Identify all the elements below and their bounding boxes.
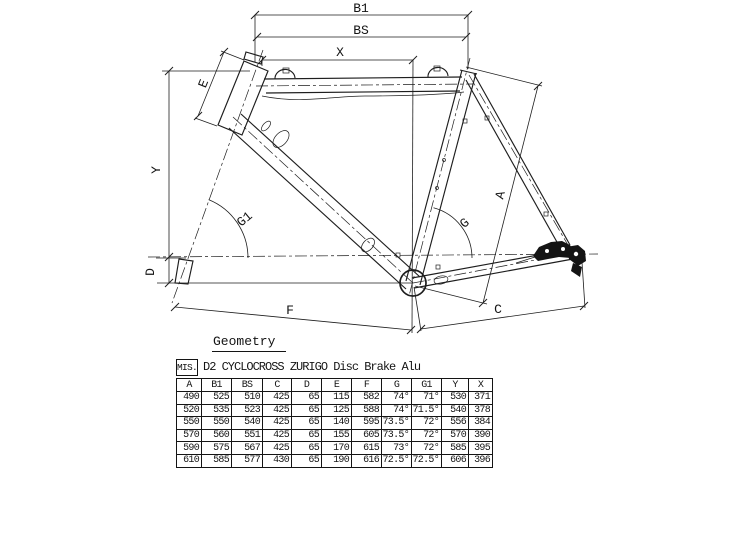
- geometry-value-cell: 582: [352, 392, 382, 405]
- dim-label-g1: G1: [233, 208, 256, 231]
- cable-port: [270, 128, 292, 151]
- cable-guide: [428, 67, 448, 77]
- dim-label-bs: BS: [353, 23, 369, 38]
- geometry-value-cell: 510: [232, 392, 263, 405]
- geometry-value-cell: 425: [263, 417, 292, 430]
- geometry-value-cell: 605: [352, 429, 382, 442]
- geometry-value-cell: 65: [292, 417, 322, 430]
- geometry-value-cell: 610: [177, 454, 202, 467]
- seat-tube-axis: [409, 58, 470, 296]
- geometry-value-cell: 395: [469, 442, 493, 455]
- dim-label-g: G: [456, 215, 473, 232]
- seat-stay: [474, 74, 570, 245]
- geometry-value-cell: 425: [263, 392, 292, 405]
- geometry-value-cell: 170: [322, 442, 352, 455]
- geometry-table: [176, 378, 493, 468]
- geometry-value-cell: 72°: [412, 417, 442, 430]
- column-header-g1: G1: [412, 379, 442, 392]
- geometry-value-cell: 595: [352, 417, 382, 430]
- size-row: [177, 404, 493, 417]
- geometry-value-cell: 550: [177, 417, 202, 430]
- geometry-value-cell: 65: [292, 454, 322, 467]
- frame-outline: [175, 52, 573, 296]
- column-header-e: E: [322, 379, 352, 392]
- seat-angle-arc: [434, 208, 473, 258]
- size-row: [177, 417, 493, 430]
- column-header-x: X: [469, 379, 493, 392]
- geometry-value-cell: 396: [469, 454, 493, 467]
- rack-mount: [544, 212, 548, 216]
- down-tube: [241, 114, 420, 277]
- geometry-value-cell: 72.5°: [412, 454, 442, 467]
- dimension-lines: [143, 1, 588, 334]
- geometry-value-cell: 570: [442, 429, 469, 442]
- geometry-value-cell: 71.5°: [412, 404, 442, 417]
- fork-dropout: [175, 259, 193, 284]
- column-header-a: A: [177, 379, 202, 392]
- dim-label-d: D: [143, 268, 158, 276]
- seat-stay-axis: [469, 75, 572, 252]
- dim-label-c: C: [494, 302, 502, 317]
- column-header-y: Y: [442, 379, 469, 392]
- geometry-value-cell: 65: [292, 442, 322, 455]
- column-header-f: F: [352, 379, 382, 392]
- geometry-value-cell: 155: [322, 429, 352, 442]
- cable-guide: [275, 69, 295, 79]
- bottle-boss: [359, 236, 377, 255]
- derailleur-hanger: [571, 263, 582, 277]
- geometry-value-cell: 615: [352, 442, 382, 455]
- dim-label-x: X: [336, 45, 344, 60]
- disc-brake-assembly: [516, 241, 586, 277]
- geometry-value-cell: 65: [292, 392, 322, 405]
- caliper-bolt: [561, 247, 565, 251]
- table-title: D2 CYCLOCROSS ZURIGO Disc Brake Alu: [203, 360, 421, 374]
- size-row: [177, 429, 493, 442]
- geometry-value-cell: 490: [177, 392, 202, 405]
- geometry-value-cell: 425: [263, 429, 292, 442]
- geometry-value-cell: 384: [469, 417, 493, 430]
- size-row: [177, 392, 493, 405]
- geometry-value-cell: 140: [322, 417, 352, 430]
- geometry-value-cell: 567: [232, 442, 263, 455]
- geometry-value-cell: 535: [202, 404, 232, 417]
- geometry-value-cell: 115: [322, 392, 352, 405]
- dim-label-b1: B1: [353, 1, 369, 16]
- size-row: [177, 454, 493, 467]
- geometry-value-cell: 371: [469, 392, 493, 405]
- geometry-value-cell: 73.5°: [382, 429, 412, 442]
- geometry-value-cell: 190: [322, 454, 352, 467]
- caliper-bolt: [545, 249, 549, 253]
- table-corner-label: MIS.: [176, 359, 198, 376]
- steering-axis: [172, 50, 263, 303]
- top-tube: [266, 91, 460, 93]
- column-header-b1: B1: [202, 379, 232, 392]
- dim-label-f: F: [286, 303, 294, 318]
- cable-stop: [436, 265, 440, 269]
- axle-hole: [574, 252, 578, 256]
- geometry-section-label: Geometry: [212, 334, 286, 352]
- geometry-value-cell: 575: [202, 442, 232, 455]
- geometry-value-cell: 560: [202, 429, 232, 442]
- geometry-value-cell: 530: [442, 392, 469, 405]
- geometry-value-cell: 74°: [382, 392, 412, 405]
- geometry-value-cell: 520: [177, 404, 202, 417]
- geometry-value-cell: 616: [352, 454, 382, 467]
- geometry-value-cell: 73°: [382, 442, 412, 455]
- top-tube-axis: [256, 84, 473, 86]
- geometry-value-cell: 425: [263, 442, 292, 455]
- geometry-value-cell: 525: [202, 392, 232, 405]
- geometry-value-cell: 73.5°: [382, 417, 412, 430]
- geometry-value-cell: 378: [469, 404, 493, 417]
- geometry-value-cell: 74°: [382, 404, 412, 417]
- geometry-value-cell: 523: [232, 404, 263, 417]
- geometry-value-cell: 570: [177, 429, 202, 442]
- column-header-c: C: [263, 379, 292, 392]
- geometry-value-cell: 606: [442, 454, 469, 467]
- geometry-value-cell: 65: [292, 404, 322, 417]
- geometry-value-cell: 125: [322, 404, 352, 417]
- geometry-value-cell: 72.5°: [382, 454, 412, 467]
- cable-port: [260, 120, 272, 133]
- column-header-d: D: [292, 379, 322, 392]
- geometry-value-cell: 590: [177, 442, 202, 455]
- top-tube: [264, 77, 462, 79]
- geometry-value-cell: 72°: [412, 429, 442, 442]
- dim-label-a: A: [492, 189, 509, 201]
- geometry-value-cell: 585: [202, 454, 232, 467]
- geometry-value-cell: 556: [442, 417, 469, 430]
- dim-label-e: E: [195, 77, 213, 91]
- geometry-value-cell: 551: [232, 429, 263, 442]
- column-header-g: G: [382, 379, 412, 392]
- seat-tube: [406, 70, 462, 281]
- geometry-value-cell: 577: [232, 454, 263, 467]
- dim-label-y: Y: [149, 166, 164, 174]
- geometry-value-cell: 72°: [412, 442, 442, 455]
- geometry-value-cell: 585: [442, 442, 469, 455]
- seat-tube-top: [460, 70, 477, 74]
- geometry-value-cell: 71°: [412, 392, 442, 405]
- geometry-value-cell: 65: [292, 429, 322, 442]
- geometry-value-cell: 550: [202, 417, 232, 430]
- seat-stay: [466, 80, 562, 251]
- geometry-value-cell: 430: [263, 454, 292, 467]
- down-tube: [229, 128, 406, 289]
- geometry-value-cell: 540: [232, 417, 263, 430]
- geometry-value-cell: 588: [352, 404, 382, 417]
- size-row: [177, 442, 493, 455]
- table-header-row: [177, 379, 493, 392]
- down-tube-axis: [233, 117, 413, 283]
- seat-tube: [420, 73, 476, 285]
- geometry-value-cell: 425: [263, 404, 292, 417]
- geometry-value-cell: 390: [469, 429, 493, 442]
- centerlines: [148, 50, 598, 303]
- column-header-bs: BS: [232, 379, 263, 392]
- head-tube: [218, 61, 268, 135]
- geometry-value-cell: 540: [442, 404, 469, 417]
